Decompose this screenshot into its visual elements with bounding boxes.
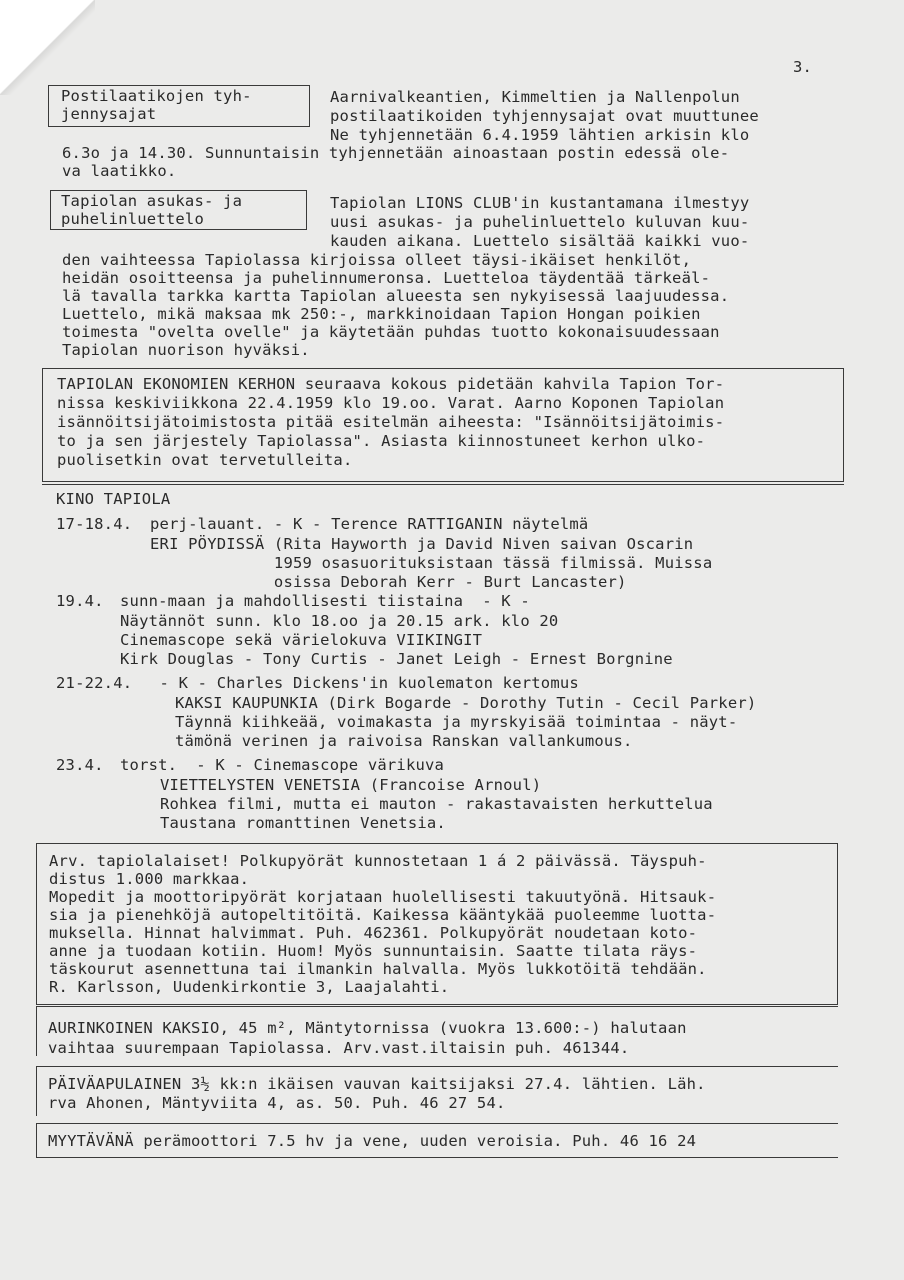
kino-date: 23.4. <box>56 756 104 774</box>
divider <box>36 1066 37 1116</box>
kino-date: 17-18.4. <box>56 515 133 533</box>
kino-line: tämönä verinen ja raivoisa Ranskan vallankumous. <box>175 732 633 750</box>
polkupyorat-line: täskourut asennettuna tai ilmankin halvalla. Myös lukkotöitä tehdään. <box>49 960 707 978</box>
postilaatikot-line: va laatikko. <box>62 162 177 180</box>
kino-line: perj-lauant. - K - Terence RATTIGANIN näytelmä <box>150 515 589 533</box>
ekonomit-line: nissa keskiviikkona 22.4.1959 klo 19.oo. Varat. Aarno Koponen Tapiolan <box>57 394 725 412</box>
kaksio-line: vaihtaa suurempaan Tapiolassa. Arv.vast.iltaisin puh. 461344. <box>48 1039 630 1057</box>
divider <box>36 1123 838 1124</box>
luettelo-heading-line: puhelinluettelo <box>61 210 204 228</box>
postilaatikot-line: Ne tyhjennetään 6.4.1959 lähtien arkisin klo <box>330 126 750 144</box>
ekonomit-line: puolisetkin ovat tervetulleita. <box>57 451 353 469</box>
kino-line: VIETTELYSTEN VENETSIA (Francoise Arnoul) <box>160 776 542 794</box>
luettelo-line: kauden aikana. Luettelo sisältää kaikki vuo- <box>330 232 750 250</box>
divider <box>36 1006 37 1056</box>
kino-date: 21-22.4. <box>56 674 133 692</box>
kaksio-line: AURINKOINEN KAKSIO, 45 m², Mäntytornissa (vuokra 13.600:-) halutaan <box>48 1019 687 1037</box>
kino-heading: KINO TAPIOLA <box>56 490 171 508</box>
kino-line: Näytännöt sunn. klo 18.oo ja 20.15 ark. klo 20 <box>120 612 559 630</box>
polkupyorat-line: anne ja tuodaan kotiin. Huom! Myös sunnuntaisin. Saatte tilata räys- <box>49 942 698 960</box>
folded-corner <box>0 0 95 95</box>
divider <box>36 1006 838 1007</box>
luettelo-heading-line: Tapiolan asukas- ja <box>61 192 243 210</box>
postilaatikot-line: postilaatikoiden tyhjennysajat ovat muuttunee <box>330 107 759 125</box>
luettelo-line: lä tavalla tarkka kartta Tapiolan alueesta sen nykyisessä laajuudessa. <box>62 287 730 305</box>
luettelo-line: heidän osoitteensa ja puhelinnumeronsa. Luetteloa täydentää tärkeäl- <box>62 269 711 287</box>
ekonomit-line: isännöitsijätoimistosta pitää esitelmän aiheesta: "Isännöitsijätoimis- <box>57 413 725 431</box>
luettelo-heading-box <box>50 190 307 230</box>
postilaatikot-heading-box <box>48 85 310 127</box>
luettelo-line: Luettelo, mikä maksaa mk 250:-, markkinoidaan Tapion Hongan poikien <box>62 305 701 323</box>
kino-line: Kirk Douglas - Tony Curtis - Janet Leigh - Ernest Borgnine <box>120 650 673 668</box>
kino-line: Taustana romanttinen Venetsia. <box>160 814 446 832</box>
kino-line: KAKSI KAUPUNKIA (Dirk Bogarde - Dorothy Tutin - Cecil Parker) <box>175 694 757 712</box>
polkupyorat-box <box>36 843 838 1005</box>
polkupyorat-line: sia ja pienehköjä autopeltitöitä. Kaikessa kääntykää puoleemme luotta- <box>49 906 717 924</box>
luettelo-line: toimesta "ovelta ovelle" ja käytetään puhdas tuotto kokonaisuudessaan <box>62 323 720 341</box>
ekonomit-box <box>42 368 844 482</box>
divider <box>42 484 844 485</box>
kino-line: torst. - K - Cinemascope värikuva <box>120 756 445 774</box>
page-number: 3. <box>793 58 813 76</box>
luettelo-line: Tapiolan LIONS CLUB'in kustantamana ilmestyy <box>330 194 750 212</box>
ekonomit-line: to ja sen järjestely Tapiolassa". Asiasta kiinnostuneet kerhon ulko- <box>57 432 706 450</box>
kino-line: sunn-maan ja mahdollisesti tiistaina - K - <box>120 592 530 610</box>
polkupyorat-line: muksella. Hinnat halvimmat. Puh. 462361. Polkupyörät noudetaan koto- <box>49 924 698 942</box>
postilaatikot-line: 6.3o ja 14.30. Sunnuntaisin tyhjennetään ainoastaan postin edessä ole- <box>62 144 730 162</box>
divider <box>36 1123 37 1158</box>
kino-line: osissa Deborah Kerr - Burt Lancaster) <box>150 573 627 591</box>
kino-line: Rohkea filmi, mutta ei mauton - rakastavaisten herkuttelua <box>160 795 713 813</box>
kino-line: - K - Charles Dickens'in kuolematon kertomus <box>150 674 579 692</box>
postilaatikot-heading-line: jennysajat <box>61 105 157 123</box>
luettelo-line: den vaihteessa Tapiolassa kirjoissa olleet täysi-ikäiset henkilöt, <box>62 251 692 269</box>
luettelo-line: uusi asukas- ja puhelinluettelo kuluvan kuu- <box>330 213 750 231</box>
kino-line: ERI PÖYDISSÄ (Rita Hayworth ja David Niven saivan Oscarin <box>150 535 694 553</box>
postilaatikot-line: Aarnivalkeantien, Kimmeltien ja Nallenpolun <box>330 88 740 106</box>
kino-line: 1959 osasuorituksistaan tässä filmissä. Muissa <box>150 554 713 572</box>
divider <box>36 1066 838 1067</box>
divider <box>36 1157 838 1158</box>
kino-line: Täynnä kiihkeää, voimakasta ja myrskyisää toimintaa - näyt- <box>175 713 738 731</box>
polkupyorat-line: distus 1.000 markkaa. <box>49 870 250 888</box>
kino-line: Cinemascope sekä värielokuva VIIKINGIT <box>120 631 483 649</box>
paivaapulainen-line: rva Ahonen, Mäntyviita 4, as. 50. Puh. 46 27 54. <box>48 1094 506 1112</box>
myytavana-line: MYYTÄVÄNÄ perämoottori 7.5 hv ja vene, uuden veroisia. Puh. 46 16 24 <box>48 1132 697 1150</box>
ekonomit-line: TAPIOLAN EKONOMIEN KERHON seuraava kokous pidetään kahvila Tapion Tor- <box>57 375 725 393</box>
polkupyorat-line: Mopedit ja moottoripyörät korjataan huolellisesti takuutyönä. Hitsauk- <box>49 888 717 906</box>
polkupyorat-line: Arv. tapiolalaiset! Polkupyörät kunnostetaan 1 á 2 päivässä. Täyspuh- <box>49 852 707 870</box>
luettelo-line: Tapiolan nuorison hyväksi. <box>62 341 310 359</box>
postilaatikot-heading-line: Postilaatikojen tyh- <box>61 87 252 105</box>
polkupyorat-line: R. Karlsson, Uudenkirkontie 3, Laajalahti. <box>49 978 450 996</box>
kino-date: 19.4. <box>56 592 104 610</box>
paivaapulainen-line: PÄIVÄAPULAINEN 3½ kk:n ikäisen vauvan kaitsijaksi 27.4. lähtien. Läh. <box>48 1075 706 1093</box>
